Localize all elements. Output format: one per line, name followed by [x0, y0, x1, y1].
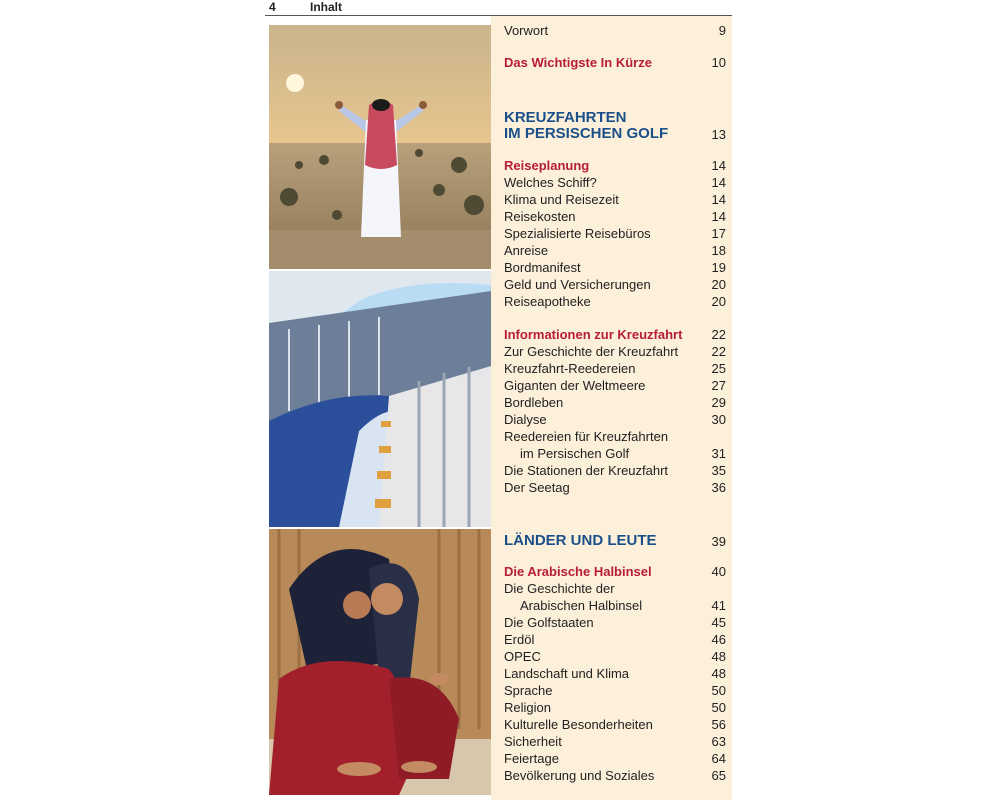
toc-entry-page: 50 [711, 700, 726, 715]
toc-entry-title: Giganten der Weltmeere [504, 378, 646, 393]
toc-entry-title: Klima und Reisezeit [504, 192, 619, 207]
arabian-girls-photo [269, 529, 491, 795]
toc-entry-page: 36 [711, 480, 726, 495]
toc-entry-page: 14 [711, 175, 726, 190]
toc-entry-title: Sicherheit [504, 734, 562, 749]
toc-entry-page: 56 [711, 717, 726, 732]
toc-entry-page: 27 [711, 378, 726, 393]
toc-chapter-kreuzfahrten[interactable] [504, 109, 726, 143]
toc-entry-page: 20 [711, 277, 726, 292]
toc-entry-page: 63 [711, 734, 726, 749]
toc-entry-page: 50 [711, 683, 726, 698]
toc-entry-page: 30 [711, 412, 726, 427]
toc-entry-title: Arabischen Halbinsel [520, 598, 643, 613]
toc-entry-page: 14 [711, 192, 726, 207]
toc-entry-page: 18 [711, 243, 726, 258]
desert-photo [269, 25, 491, 269]
toc-entry-page: 45 [711, 615, 726, 630]
toc-entry-title: Reisekosten [504, 209, 576, 224]
toc-entry-page: 41 [711, 598, 726, 613]
toc-entry-page: 14 [711, 209, 726, 224]
toc-entry-title: Anreise [504, 243, 549, 258]
toc-entry-title: Der Seetag [504, 480, 570, 495]
page-number: 4 [269, 0, 276, 14]
toc-chapter-title: LÄNDER UND LEUTE [504, 532, 657, 549]
toc-entry-title: Kreuzfahrt-Reedereien [504, 361, 636, 376]
toc-entry-page: 10 [711, 55, 726, 70]
toc-entry-page: 31 [711, 446, 726, 461]
toc-entry-title: im Persischen Golf [520, 446, 630, 461]
toc-entry-title: Sprache [504, 683, 553, 698]
toc-entry-page: 40 [711, 564, 726, 579]
toc-entry-title: Die Golfstaaten [504, 615, 594, 630]
toc-chapter-title-line1: KREUZFAHRTEN [504, 109, 627, 126]
toc-entry-page: 22 [711, 327, 726, 342]
toc-entry-title: Geld und Versicherungen [504, 277, 651, 292]
toc-entry-title: Vorwort [504, 23, 549, 38]
toc-entry-page: 48 [711, 649, 726, 664]
page-header [265, 0, 732, 16]
toc-chapter-laender[interactable] [504, 532, 726, 549]
toc-section-title: Die Arabische Halbinsel [504, 564, 652, 579]
toc-entry-title: Welches Schiff? [504, 175, 597, 190]
toc-entry-title: Die Geschichte der [504, 581, 615, 596]
toc-entry-title: Die Stationen der Kreuzfahrt [504, 463, 669, 478]
book-page [265, 0, 732, 800]
toc-chapter-title-line2: IM PERSISCHEN GOLF [504, 125, 669, 142]
toc-entry-page: 46 [711, 632, 726, 647]
toc-entry-page: 19 [711, 260, 726, 275]
toc-entry-title: Bevölkerung und Soziales [504, 768, 655, 783]
toc-entry-page: 14 [711, 158, 726, 173]
toc-entry-title: Feiertage [504, 751, 559, 766]
toc-entry-page: 48 [711, 666, 726, 681]
section-title: Inhalt [310, 0, 342, 14]
toc-entry-page: 9 [718, 23, 726, 38]
toc-section-title: Das Wichtigste In Kürze [504, 55, 652, 70]
toc-entry-page: 39 [711, 534, 726, 549]
toc-entry-page: 29 [711, 395, 726, 410]
toc-entry-page: 17 [711, 226, 726, 241]
toc-entry-page: 65 [711, 768, 726, 783]
photo-column [269, 25, 491, 795]
toc-entry-title: Erdöl [504, 632, 535, 647]
toc-entry-page: 25 [711, 361, 726, 376]
toc-entry-page: 64 [711, 751, 726, 766]
toc-entry-page: 20 [711, 294, 726, 309]
toc-entry-page: 22 [711, 344, 726, 359]
toc-entry-title: Reiseapotheke [504, 294, 591, 309]
cruise-ship-photo [269, 271, 491, 527]
toc-entry-title: Dialyse [504, 412, 547, 427]
toc-section-title: Informationen zur Kreuzfahrt [504, 327, 683, 342]
toc-entry-title: Zur Geschichte der Kreuzfahrt [504, 344, 679, 359]
table-of-contents [491, 16, 732, 800]
toc-entry-title: Kulturelle Besonderheiten [504, 717, 653, 732]
toc-entry-title: Religion [504, 700, 551, 715]
toc-entry-title: Bordmanifest [504, 260, 581, 275]
toc-entry-title: Bordleben [504, 395, 564, 410]
toc-section-title: Reiseplanung [504, 158, 590, 173]
toc-entry-title: Reedereien für Kreuzfahrten [504, 429, 669, 444]
toc-entry-title: Landschaft und Klima [504, 666, 630, 681]
toc-entry-title: Spezialisierte Reisebüros [504, 226, 651, 241]
toc-entry-page: 35 [711, 463, 726, 478]
toc-entry-page: 13 [711, 127, 726, 142]
toc-entry-title: OPEC [504, 649, 541, 664]
